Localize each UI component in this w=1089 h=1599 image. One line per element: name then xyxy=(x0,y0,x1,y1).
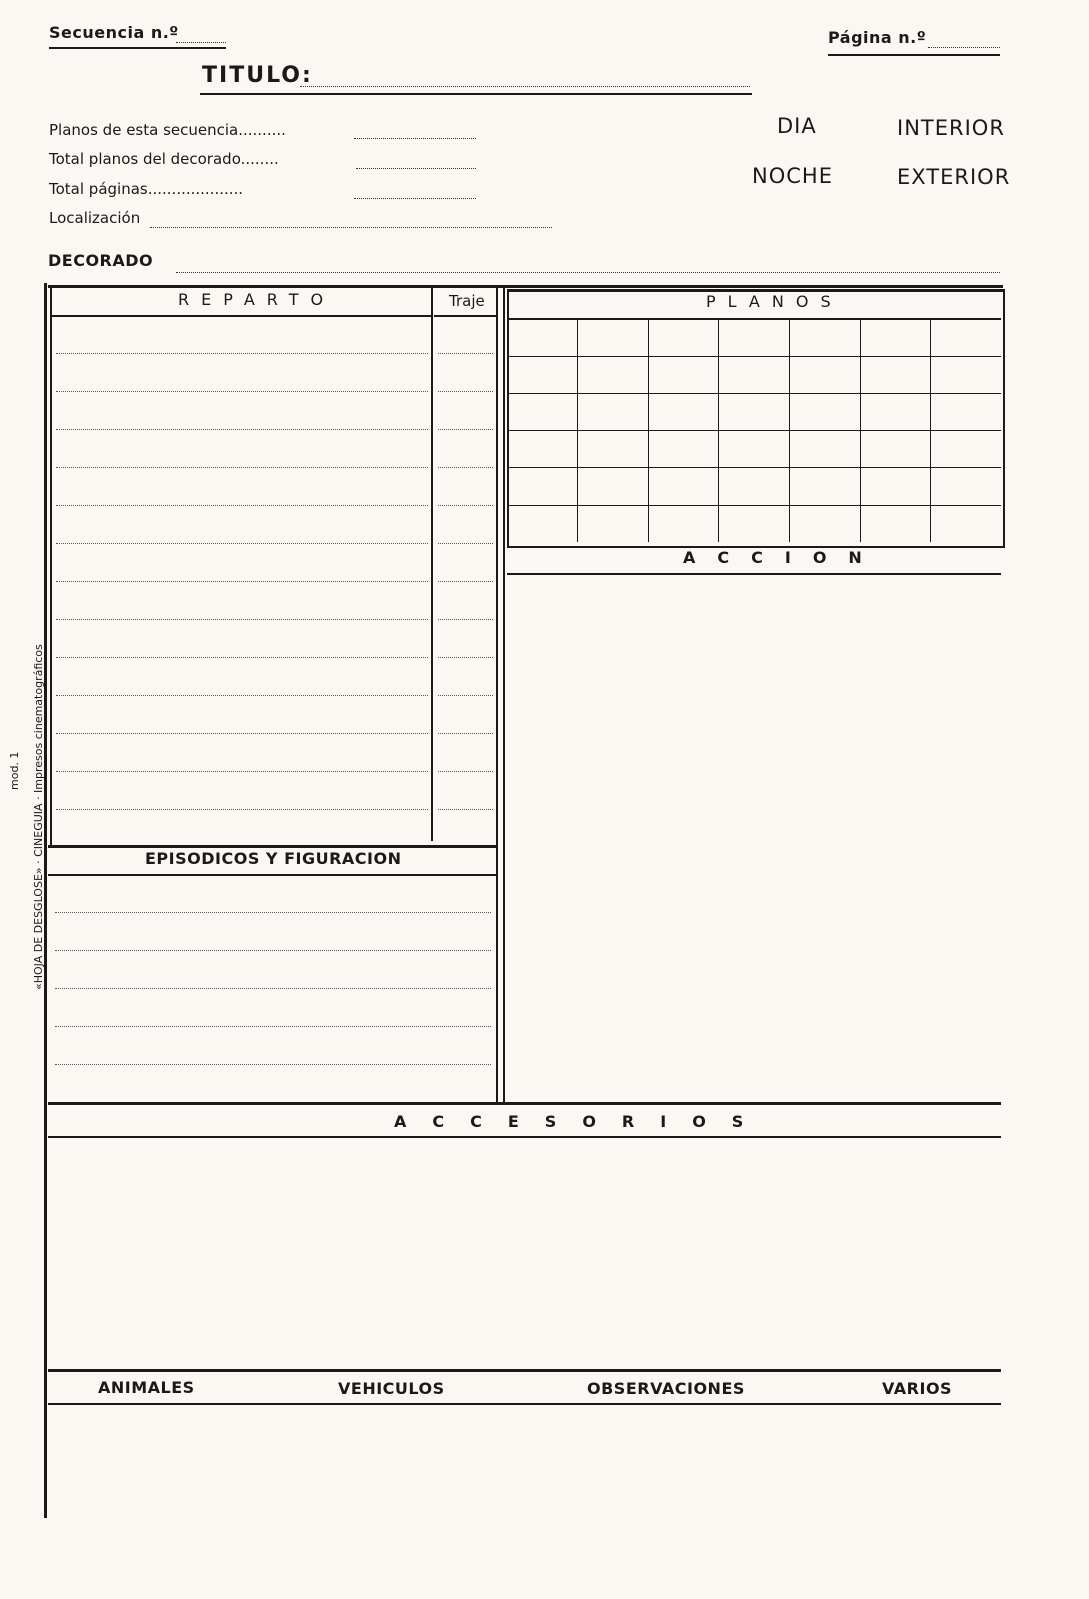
reparto-row-line[interactable] xyxy=(56,467,428,468)
accesorios-header-underline xyxy=(48,1136,1001,1138)
total-planos-decorado-label: Total planos del decorado........ xyxy=(49,150,279,168)
pagina-underline xyxy=(828,54,1000,56)
reparto-row-line[interactable] xyxy=(56,505,428,506)
traje-row-line[interactable] xyxy=(438,391,493,392)
reparto-row-line[interactable] xyxy=(56,353,428,354)
decorado-label: DECORADO xyxy=(48,251,154,270)
planos-left-line xyxy=(503,288,505,1103)
reparto-traje-divider xyxy=(431,288,433,841)
total-planos-decorado-field[interactable] xyxy=(356,160,476,169)
episodicos-row-line[interactable] xyxy=(55,912,491,913)
reparto-row-line[interactable] xyxy=(56,771,428,772)
planos-grid-row xyxy=(509,467,1001,468)
traje-row-line[interactable] xyxy=(438,429,493,430)
titulo-underline xyxy=(200,93,752,95)
secuencia-underline xyxy=(49,47,226,49)
titulo-field[interactable] xyxy=(300,78,750,87)
reparto-row-line[interactable] xyxy=(56,543,428,544)
episodicos-title: EPISODICOS Y FIGURACION xyxy=(145,849,402,868)
traje-row-line[interactable] xyxy=(438,809,493,810)
episodicos-top-line xyxy=(48,845,496,848)
reparto-row-line[interactable] xyxy=(56,733,428,734)
traje-row-line[interactable] xyxy=(438,505,493,506)
episodicos-row-line[interactable] xyxy=(55,1026,491,1027)
traje-row-line[interactable] xyxy=(438,657,493,658)
planos-grid-row xyxy=(509,430,1001,431)
pagina-label: Página n.º xyxy=(828,28,927,47)
reparto-row-line[interactable] xyxy=(56,391,428,392)
reparto-row-line[interactable] xyxy=(56,581,428,582)
reparto-header-underline xyxy=(52,315,431,317)
planos-grid-col xyxy=(860,320,861,542)
vehiculos-header: VEHICULOS xyxy=(338,1379,445,1398)
episodicos-row-line[interactable] xyxy=(55,988,491,989)
pagina-field[interactable] xyxy=(928,37,1000,48)
traje-header-underline xyxy=(434,315,496,317)
traje-title: Traje xyxy=(449,292,485,310)
planos-header-underline xyxy=(509,318,1001,320)
option-interior[interactable]: INTERIOR xyxy=(897,116,1005,140)
decorado-field[interactable] xyxy=(176,262,1000,273)
traje-row-line[interactable] xyxy=(438,543,493,544)
animales-header: ANIMALES xyxy=(98,1378,195,1397)
planos-title: PLANOS xyxy=(706,292,843,311)
localizacion-field[interactable] xyxy=(150,219,552,228)
traje-row-line[interactable] xyxy=(438,353,493,354)
planos-grid-row xyxy=(509,393,1001,394)
option-dia[interactable]: DIA xyxy=(777,114,817,138)
top-frame-line xyxy=(48,285,1003,288)
planos-grid-row xyxy=(509,356,1001,357)
secuencia-label: Secuencia n.º xyxy=(49,23,179,42)
reparto-title: REPARTO xyxy=(178,290,336,309)
localizacion-label: Localización xyxy=(49,209,141,227)
observaciones-header: OBSERVACIONES xyxy=(587,1379,745,1398)
planos-grid-col xyxy=(930,320,931,542)
traje-row-line[interactable] xyxy=(438,467,493,468)
option-exterior[interactable]: EXTERIOR xyxy=(897,165,1011,189)
reparto-row-line[interactable] xyxy=(56,695,428,696)
planos-grid-row xyxy=(509,505,1001,506)
reparto-left-line xyxy=(50,288,52,848)
episodicos-row-line[interactable] xyxy=(55,950,491,951)
planos-grid-col xyxy=(648,320,649,542)
planos-secuencia-field[interactable] xyxy=(354,130,476,139)
reparto-row-line[interactable] xyxy=(56,657,428,658)
secuencia-field[interactable] xyxy=(176,32,226,43)
traje-row-line[interactable] xyxy=(438,619,493,620)
accesorios-area[interactable] xyxy=(50,1140,1000,1368)
traje-row-line[interactable] xyxy=(438,771,493,772)
side-imprint: «HOJA DE DESGLOSE» · CINEGUIA · Impresos cinematográficos xyxy=(32,644,45,990)
planos-secuencia-label: Planos de esta secuencia.......... xyxy=(49,121,286,139)
traje-row-line[interactable] xyxy=(438,581,493,582)
bottom-area[interactable] xyxy=(50,1407,1000,1517)
traje-right-line xyxy=(496,288,498,1103)
accion-header-underline xyxy=(507,573,1001,575)
episodicos-header-underline xyxy=(48,874,496,876)
planos-grid-col xyxy=(577,320,578,542)
bottom-header-underline xyxy=(48,1403,1001,1405)
accesorios-title: ACCESORIOS xyxy=(394,1112,770,1131)
planos-grid-col xyxy=(718,320,719,542)
reparto-row-line[interactable] xyxy=(56,619,428,620)
accesorios-top-line xyxy=(48,1102,1001,1105)
bottom-top-line xyxy=(48,1369,1001,1372)
planos-grid-col xyxy=(789,320,790,542)
reparto-row-line[interactable] xyxy=(56,809,428,810)
traje-row-line[interactable] xyxy=(438,695,493,696)
varios-header: VARIOS xyxy=(882,1379,953,1398)
side-mod: mod. 1 xyxy=(8,751,21,790)
accion-title: ACCION xyxy=(683,548,884,567)
total-paginas-field[interactable] xyxy=(354,190,476,199)
episodicos-row-line[interactable] xyxy=(55,1064,491,1065)
reparto-row-line[interactable] xyxy=(56,429,428,430)
traje-row-line[interactable] xyxy=(438,733,493,734)
total-paginas-label: Total páginas.................... xyxy=(49,180,244,198)
titulo-label: TITULO: xyxy=(202,63,313,88)
accion-area[interactable] xyxy=(508,576,1000,1100)
option-noche[interactable]: NOCHE xyxy=(752,164,833,188)
